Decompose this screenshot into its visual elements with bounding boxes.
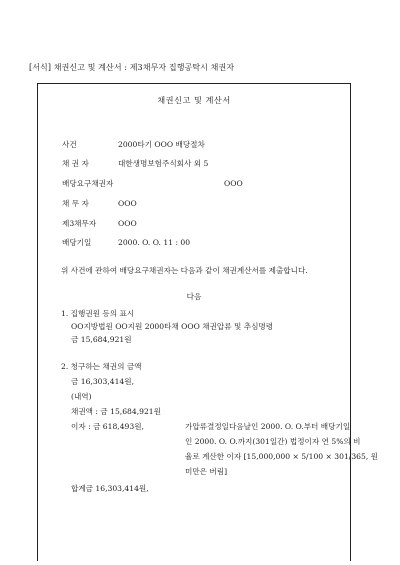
section2-sum: 합계금 16,303,414원, [71,484,149,493]
form-caption: [서식] 채권신고 및 계산서 : 제3채무자 집행공탁시 채권자 [29,63,235,72]
debtor-row [62,199,137,208]
third-debtor-value: OOO [118,219,137,228]
case-row [62,140,205,149]
section2-interest-text-4: 미만은 버림] [185,467,228,476]
case-label: 사건 [62,140,77,149]
claimant-value: OOO [224,179,243,188]
date-label: 배당기일 [62,238,92,247]
form-frame [37,83,379,561]
section2-heading: 2. 청구하는 채권의 금액 [61,362,142,371]
debtor-label: 채 무 자 [62,199,89,208]
third-debtor-label: 제3채무자 [62,219,97,228]
third-debtor-row [62,219,137,228]
claimant-row [62,179,113,188]
debtor-value: OOO [118,199,137,208]
creditor-row [62,159,208,168]
section1-line1: OO지방법원 OO지원 2000타채 OOO 채권압류 및 추심명령 [71,322,274,331]
case-value: 2000타기 OOO 배당절차 [118,140,205,149]
date-value: 2000. O. O. 11 : 00 [118,238,191,247]
section2-interest-text-2: 인 2000. O. O.까지(301일간) 법정이자 연 5%의 비 [185,437,361,446]
section2-principal: 채권액 : 금 15,684,921원 [71,407,161,416]
section1-heading: 1. 집행권원 등의 표시 [61,309,135,318]
section2-total: 금 16,303,414원, [71,377,134,386]
section2-detail-label: (내역) [71,392,92,401]
section2-interest-label: 이자 : 금 618,493원, [71,422,144,431]
date-row [62,238,190,247]
claimant-label: 배당요구채권자 [62,179,114,188]
intro-text: 위 사건에 관하여 배당요구채권자는 다음과 같이 채권계산서를 제출합니다. [61,266,308,275]
creditor-label: 채 권 자 [62,159,89,168]
section2-interest-text-1: 가압류결정일다음날인 2000. O. O.부터 배당기일 [185,422,351,431]
section1-line2: 금 15,684,921원 [71,335,132,344]
next-heading: 다음 [186,292,202,301]
creditor-value: 대한생명보험주식회사 외 5 [118,159,209,168]
form-title: 채권신고 및 계산서 [157,95,231,105]
section2-interest-text-3: 율로 계산한 이자 [15,000,000 × 5/100 × 301/365, 원 [185,452,379,461]
